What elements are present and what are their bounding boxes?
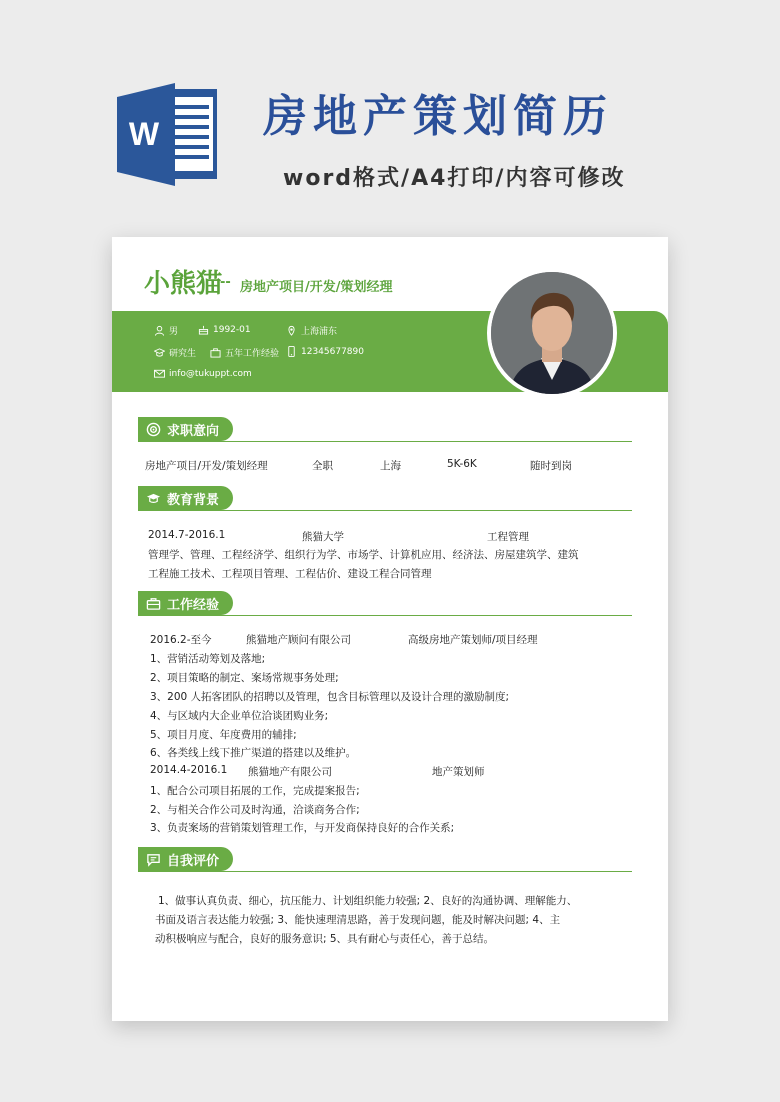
job1-duty: 3、200 人拓客团队的招聘以及管理，包含目标管理以及设计合理的激励制度; [150, 691, 510, 703]
email-item [154, 368, 252, 379]
phone-value: 12345677890 [301, 346, 364, 357]
target-icon [146, 422, 161, 437]
job1-duty: 4、与区域内大企业单位洽谈团购业务; [150, 710, 329, 722]
job1-duty: 2、项目策略的制定、案场常规事务处理; [150, 672, 339, 684]
cake-icon [198, 324, 209, 335]
section-education-title: 教育背景 [167, 492, 220, 508]
intent-availability: 随时到岗 [530, 460, 572, 472]
name-separator: -- [220, 275, 231, 290]
self-evaluation-line: 1、做事认真负责、细心，抗压能力、计划组织能力较强; 2、良好的沟通协调、理解能力、 [158, 895, 578, 907]
briefcase-icon [146, 596, 161, 611]
promo-subtitle: word格式/A4打印/内容可修改 [283, 166, 626, 191]
profile-photo [487, 268, 617, 398]
self-evaluation-line: 动积极响应与配合，良好的服务意识; 5、具有耐心与责任心，善于总结。 [155, 933, 495, 945]
experience-value: 五年工作经验 [225, 349, 280, 359]
phone-item [286, 346, 364, 357]
section-self-evaluation-title: 自我评价 [167, 853, 220, 869]
target-job-title: 房地产项目/开发/策划经理 [240, 280, 393, 295]
job1-role: 高级房地产策划师/项目经理 [408, 634, 538, 646]
section-job-intent-tab [138, 417, 233, 441]
edu-period: 2014.7-2016.1 [148, 529, 226, 541]
promo-title: 房地产策划简历 [263, 91, 613, 142]
intent-position: 房地产项目/开发/策划经理 [145, 460, 268, 472]
resume-page [112, 237, 668, 1021]
location-pin-icon [286, 325, 297, 336]
job2-company: 熊猫地产有限公司 [248, 766, 332, 778]
mail-icon [154, 368, 165, 379]
briefcase-icon [210, 347, 221, 358]
intent-type: 全职 [312, 460, 333, 472]
edu-courses-line: 管理学、管理、工程经济学、组织行为学、市场学、计算机应用、经济法、房屋建筑学、建筑 [148, 549, 579, 561]
location-item [286, 324, 337, 337]
svg-text:W: W [128, 116, 160, 152]
gender-value: 男 [169, 327, 179, 337]
divider [138, 441, 632, 442]
section-work [138, 591, 632, 615]
promo-header [0, 0, 780, 220]
section-self-evaluation [138, 847, 632, 871]
gender-item [154, 324, 178, 337]
divider [138, 871, 632, 872]
section-education [138, 486, 632, 510]
person-icon [154, 325, 165, 336]
degree-item [154, 346, 196, 359]
job2-duty: 2、与相关合作公司及时沟通，洽谈商务合作; [150, 804, 360, 816]
phone-icon [286, 346, 297, 357]
job1-duty: 5、项目月度、年度费用的辅排; [150, 729, 297, 741]
job1-duty: 6、各类线上线下推广渠道的搭建以及维护。 [150, 747, 357, 759]
email-value: info@tukuppt.com [169, 368, 252, 379]
section-job-intent [138, 417, 632, 441]
edu-school: 熊猫大学 [302, 531, 344, 543]
job2-duty: 3、负责案场的营销策划管理工作，与开发商保持良好的合作关系; [150, 822, 455, 834]
birth-item [198, 324, 251, 335]
job1-period: 2016.2-至今 [150, 634, 212, 646]
section-job-intent-title: 求职意向 [167, 423, 220, 439]
section-work-title: 工作经验 [167, 597, 220, 613]
graduation-cap-icon [146, 491, 161, 506]
section-education-tab [138, 486, 233, 510]
edu-courses-line: 工程施工技术、工程项目管理、工程估价、建设工程合同管理 [148, 568, 432, 580]
job2-period: 2014.4-2016.1 [150, 764, 228, 776]
location-value: 上海浦东 [301, 327, 338, 337]
intent-salary: 5K-6K [447, 458, 477, 470]
experience-item [210, 346, 279, 359]
job2-role: 地产策划师 [432, 766, 485, 778]
section-work-tab [138, 591, 233, 615]
divider [138, 615, 632, 616]
self-evaluation-line: 书面及语言表达能力较强; 3、能快速理清思路，善于发现问题，能及时解决问题; 4、主 [155, 914, 561, 926]
job2-duty: 1、配合公司项目拓展的工作，完成提案报告; [150, 785, 360, 797]
intent-city: 上海 [380, 460, 401, 472]
portrait-image [491, 272, 613, 394]
edu-major: 工程管理 [487, 531, 529, 543]
chat-bubble-icon [146, 852, 161, 867]
degree-value: 研究生 [169, 349, 197, 359]
divider [138, 510, 632, 511]
job1-company: 熊猫地产顾问有限公司 [246, 634, 351, 646]
word-icon [117, 83, 221, 186]
candidate-name: 小熊猫 [144, 269, 223, 299]
birth-value: 1992-01 [213, 324, 251, 335]
graduation-cap-icon [154, 347, 165, 358]
section-self-evaluation-tab [138, 847, 233, 871]
job1-duty: 1、营销活动筹划及落地; [150, 653, 266, 665]
